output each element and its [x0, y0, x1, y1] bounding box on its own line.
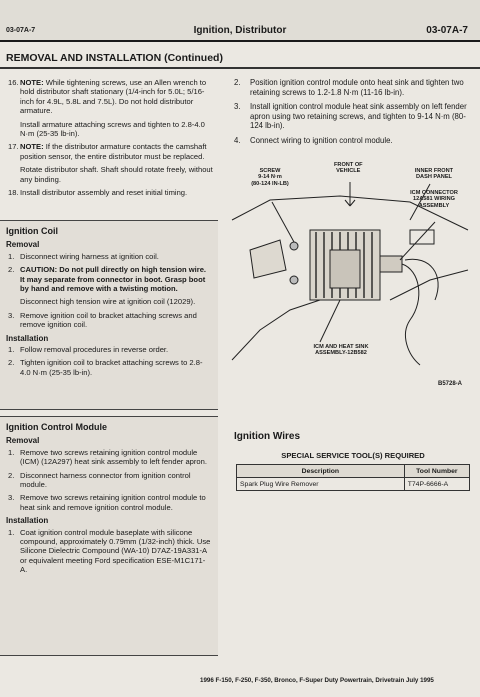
- label-inner-front-dash: INNER FRONT DASH PANEL: [414, 168, 454, 181]
- section-title: REMOVAL AND INSTALLATION (Continued): [6, 52, 223, 64]
- distributor-steps: [6, 78, 216, 201]
- header-page-code-right: 03-07A-7: [426, 25, 468, 36]
- special-tools-table: [236, 464, 470, 491]
- icm-location-figure: [230, 160, 470, 382]
- ignition-coil-title: Ignition Coil: [6, 226, 58, 236]
- label-screw: SCREW 9-14 N·m (80-124 IN-LB): [251, 168, 289, 187]
- icm-install-step-2: 2. Position ignition control module onto heat sink and tighten two retaining screws to 1.2-1.8 N·m (11-16 lb-in).: [234, 78, 464, 97]
- header-title: Ignition, Distributor: [193, 25, 287, 36]
- step-18: 18. Install distributor assembly and reset initial timing.: [8, 188, 188, 198]
- step-16: 16. NOTE: While tightening screws, use an Allen wrench to hold distributor shaft stationary (1/4-inch for 5.0L; 5/16-inch for 4.9L, 5.8L and 7.5L). Do not hold distributor armature.: [8, 78, 207, 116]
- ignition-wires-title: Ignition Wires: [234, 431, 301, 442]
- ignition-control-module-section: [0, 416, 218, 656]
- step-17-sub: Rotate distributor shaft. Shaft should rotate freely, without any binding.: [20, 165, 213, 184]
- header-divider: [0, 40, 480, 42]
- label-icm-heat-sink: ICM AND HEAT SINK ASSEMBLY-12B582: [313, 344, 369, 357]
- ignition-coil-section: [0, 220, 218, 410]
- label-front-of-vehicle: FRONT OF VEHICLE: [334, 162, 363, 175]
- icm-install-step-3: 3. Install ignition control module heat sink assembly on left fender apron using two retaining screws, and tighten to 9-14 N·m (80-124 lb-in).: [234, 102, 467, 131]
- figure-code: B5728-A: [438, 381, 463, 387]
- col-tool-number: Tool Number: [404, 465, 469, 478]
- icm-install-step: 1. Coat ignition control module baseplate with silicone compound, approximately 0.79mm (1/32-inch) thick. Use Silicone Dielectric Compound (WA-10) D7AZ-19A331-A or equivalent meeting Ford specification ESE-M1C171-A.: [8, 527, 211, 575]
- table-row: [237, 478, 470, 491]
- icm-removal-heading: Removal: [6, 436, 40, 446]
- coil-removal-step: 1. Disconnect wiring harness at ignition coil.: [8, 251, 159, 261]
- special-tools-heading: SPECIAL SERVICE TOOL(S) REQUIRED: [281, 451, 425, 460]
- icm-install-continued: [230, 78, 468, 151]
- page-footer: 1996 F-150, F-250, F-350, Bronco, F-Super Duty Powertrain, Drivetrain July 1995: [200, 677, 434, 684]
- coil-removal-heading: Removal: [6, 240, 40, 250]
- icm-title: Ignition Control Module: [6, 422, 107, 432]
- section-divider: [0, 67, 480, 69]
- col-description: Description: [237, 465, 405, 478]
- coil-caution: 2. CAUTION: Do not pull directly on high tension wire. It may separate from connector in boot. Grasp boot by hand and remove with a twisting motion.: [8, 265, 207, 294]
- tool-number: T74P-6666-A: [404, 478, 469, 491]
- icm-removal-step: 1. Remove two screws retaining ignition control module (ICM) (12A297) heat sink assembly to left fender apron.: [8, 447, 207, 467]
- label-icm-connector: ICM CONNECTOR 12A581 WIRING ASSEMBLY: [410, 190, 458, 209]
- coil-install-step: 2. Tighten ignition coil to bracket attaching screws to 2.8-4.0 N·m (25-35 lb-in).: [8, 358, 203, 377]
- step-17: 17. NOTE: If the distributor armature contacts the camshaft position sensor, the entire distributor must be replaced.: [8, 142, 207, 161]
- page-header: [0, 0, 480, 42]
- coil-removal-sub: Disconnect high tension wire at ignition coil (12029).: [20, 297, 196, 307]
- header-page-code-left: 03-07A-7: [6, 27, 36, 34]
- coil-installation-heading: Installation: [6, 333, 49, 343]
- coil-install-step: 1. Follow removal procedures in reverse order.: [8, 345, 169, 355]
- icm-removal-step: 2. Disconnect harness connector from ignition control module.: [8, 470, 191, 490]
- table-header-row: [237, 465, 470, 478]
- coil-removal-step: 3. Remove ignition coil to bracket attaching screws and remove ignition coil.: [8, 310, 197, 330]
- icm-install-step-4: 4. Connect wiring to ignition control module.: [234, 135, 393, 145]
- tool-description: Spark Plug Wire Remover: [237, 478, 405, 491]
- step-16-sub: Install armature attaching screws and tighten to 2.8-4.0 N·m (25-35 lb-in).: [20, 119, 205, 139]
- icm-removal-step: 3. Remove two screws retaining ignition control module to heat sink and remove ignition control module.: [8, 493, 206, 512]
- icm-installation-heading: Installation: [6, 516, 49, 526]
